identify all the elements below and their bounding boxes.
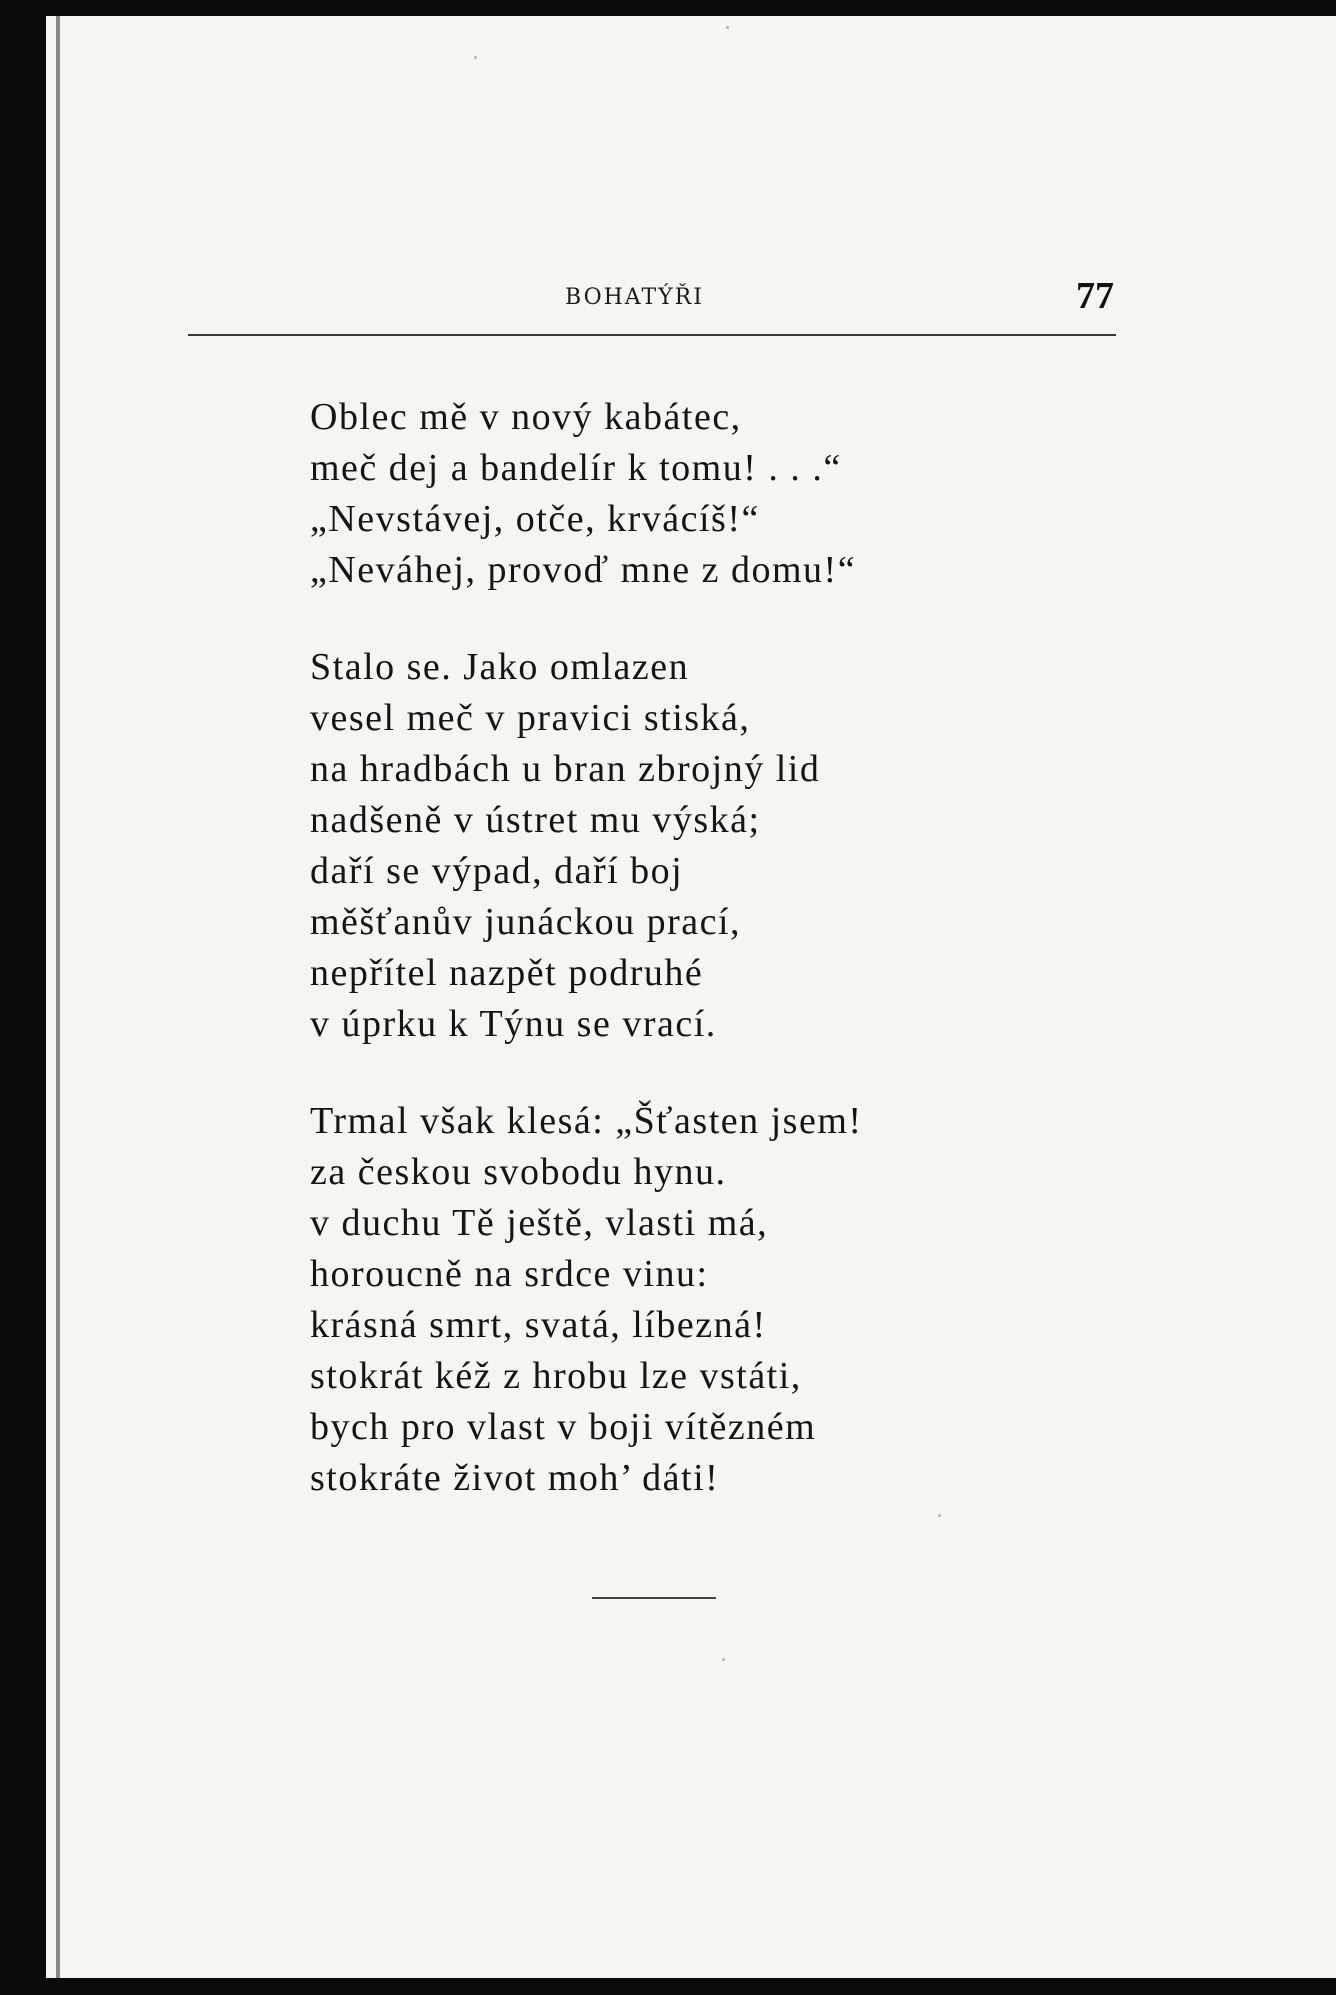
- poem-body: [310, 392, 1070, 1550]
- running-head: BOHATÝŘI: [565, 285, 704, 310]
- poem-line: za českou svobodu hynu.: [310, 1151, 727, 1193]
- poem-line: stokrát kéž z hrobu lze vstáti,: [310, 1355, 802, 1397]
- poem-line: měšťanův junáckou prací,: [310, 901, 742, 943]
- page-number: 77: [1076, 275, 1114, 317]
- poem-line: vesel meč v pravici stiská,: [310, 697, 751, 739]
- poem-line: Trmal však klesá: „Šťasten jsem!: [310, 1100, 863, 1142]
- poem-line: horoucně na srdce vinu:: [310, 1253, 709, 1295]
- poem-line: daří se výpad, daří boj: [310, 850, 684, 892]
- stanza-3: [310, 1096, 1070, 1504]
- poem-line: nepřítel nazpět podruhé: [310, 952, 704, 994]
- poem-line: nadšeně v ústret mu výská;: [310, 799, 761, 841]
- poem-line: „Nevstávej, otče, krvácíš!“: [310, 498, 760, 540]
- poem-line: „Neváhej, provoď mne z domu!“: [310, 549, 857, 591]
- stanza-2: [310, 642, 1070, 1050]
- header-rule: [188, 334, 1116, 336]
- poem-line: Oblec mě v nový kabátec,: [310, 396, 742, 438]
- stanza-1: [310, 392, 1070, 596]
- end-ornament-rule: [592, 1597, 716, 1599]
- poem-line: v duchu Tě ještě, vlasti má,: [310, 1202, 769, 1244]
- paper-speck: [726, 26, 729, 29]
- paper-speck: [722, 1658, 725, 1661]
- poem-line: Stalo se. Jako omlazen: [310, 646, 690, 688]
- poem-line: bych pro vlast v boji vítězném: [310, 1406, 817, 1448]
- poem-line: stokráte život moh’ dáti!: [310, 1457, 720, 1499]
- poem-line: v úprku k Týnu se vrací.: [310, 1003, 717, 1045]
- poem-line: na hradbách u bran zbrojný lid: [310, 748, 821, 790]
- paper-speck: [938, 1514, 941, 1517]
- paper-speck: [474, 56, 477, 59]
- page-gutter-edge: [56, 16, 60, 1978]
- poem-line: meč dej a bandelír k tomu! . . .“: [310, 447, 842, 489]
- poem-line: krásná smrt, svatá, líbezná!: [310, 1304, 767, 1346]
